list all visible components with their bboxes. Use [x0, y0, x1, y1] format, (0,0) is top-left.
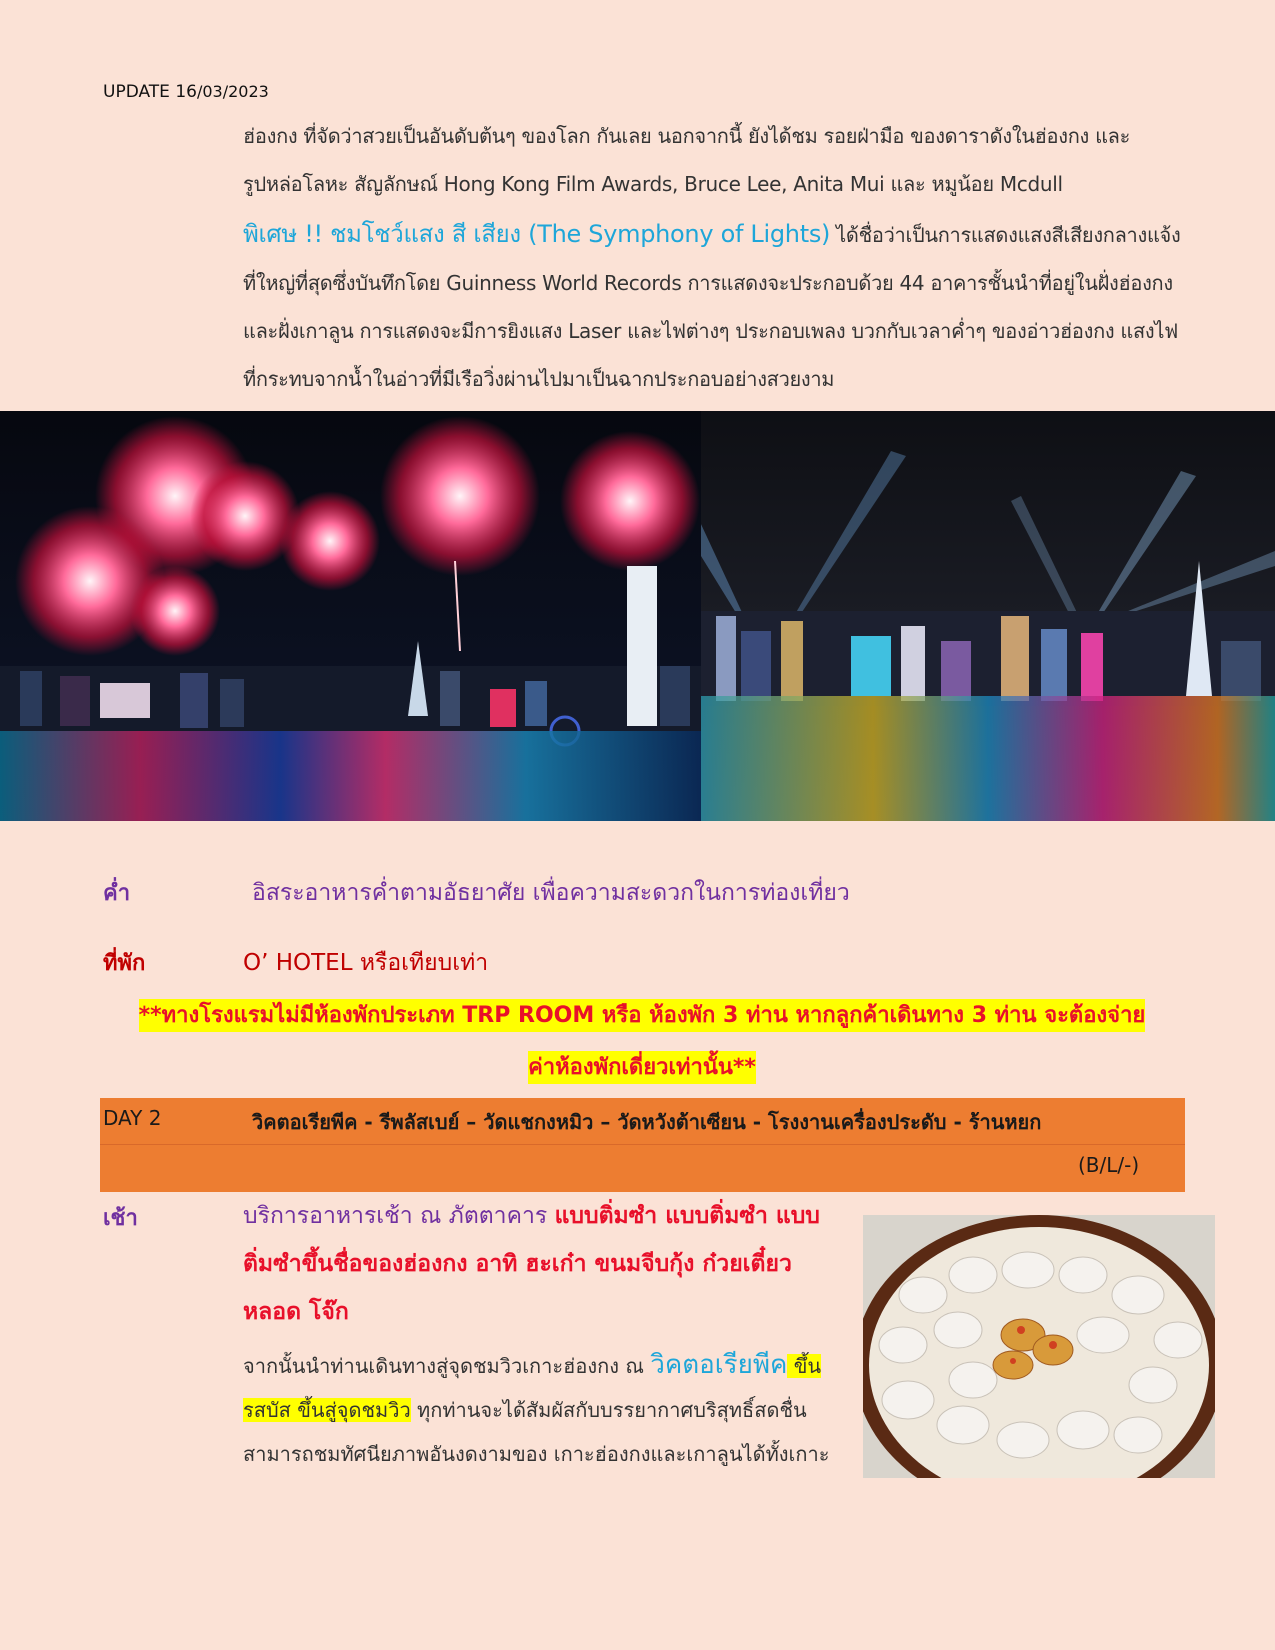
hotel-text: O’ HOTEL หรือเทียบเท่า [243, 950, 489, 976]
day-2-meals: (B/L/-) [1078, 1153, 1140, 1177]
update-label: UPDATE 16 [103, 82, 197, 102]
room-notice-line-2: ค่าห้องพักเดี่ยวเท่านั้น** [528, 1051, 756, 1084]
symphony-highlight: พิเศษ !! ชมโชว์แสง สี เสียง (The Symphony of Lights) [243, 220, 831, 248]
intro-line-2: รูปหล่อโลหะ สัญลักษณ์ Hong Kong Film Awards, Bruce Lee, Anita Mui และ หมูน้อย Mcdull [243, 172, 1063, 196]
update-stamp [103, 82, 269, 102]
intro-line-1: ฮ่องกง ที่จัดว่าสวยเป็นอันดับต้นๆ ของโลก กันเลย นอกจากนี้ ยังได้ชม รอยฝ่ามือ ของดาราดังในฮ่องกง และ [243, 124, 1131, 148]
room-notice-line-1: **ทางโรงแรมไม่มีห้องพักประเภท TRP ROOM หรือ ห้องพัก 3 ท่าน หากลูกค้าเดินทาง 3 ท่าน จะต้องจ่าย [139, 999, 1146, 1032]
morning-label: เช้า [103, 1206, 138, 1231]
symphony-of-lights-photo [701, 411, 1275, 821]
breakfast-highlight: แบบติ่มซำ แบบติ่มซำ แบบติ่มซำขึ้นชื่อของฮ่องกง อาทิ ฮะเก๋า ขนมจีบกุ้ง ก๋วยเตี๋ยวหลอด โจ๊ก [243, 1203, 820, 1325]
intro-paragraph [243, 112, 1181, 208]
day-2-label: DAY 2 [103, 1106, 162, 1130]
peak-tram-1: ขึ้น [787, 1354, 822, 1378]
victoria-peak-name: วิคตอเรียพีค [650, 1350, 788, 1380]
breakfast-lead: บริการอาหารเช้า ณ ภัตตาคาร [243, 1203, 555, 1229]
peak-intro: จากนั้นนำท่านเดินทางสู่จุดชมวิวเกาะฮ่องกง ณ [243, 1354, 651, 1378]
dinner-text: อิสระอาหารค่ำตามอัธยาศัย เพื่อความสะดวกในการท่องเที่ยว [252, 880, 850, 906]
peak-description: ทุกท่านจะได้สัมผัสกับบรรยากาศบริสุทธิ์สดชื่น สามารถชมทัศนียภาพอันงดงามของ เกาะฮ่องกงและเกาลูนได้ทั้งเกาะ [243, 1398, 830, 1466]
dinner-label: ค่ำ [103, 881, 131, 906]
dim-sum-photo [863, 1215, 1215, 1478]
hotel-label: ที่พัก [103, 951, 146, 976]
day-band-divider [100, 1144, 1185, 1145]
symphony-paragraph [243, 210, 1181, 403]
peak-tram-2: รสบัส ขึ้นสู่จุดชมวิว [243, 1398, 411, 1422]
day-2-route: วิคตอเรียพีค - รีพลัสเบย์ – วัดแชกงหมิว – วัดหวังต้าเซียน - โรงงานเครื่องประดับ - ร้านหยก [252, 1110, 1042, 1134]
victoria-peak-paragraph [243, 1343, 843, 1476]
room-notice [103, 990, 1181, 1094]
breakfast-text [243, 1192, 843, 1336]
update-date: /03/2023 [196, 82, 269, 101]
fireworks-photo [0, 411, 701, 821]
symphony-text: ได้ชื่อว่าเป็นการแสดงแสงสีเสียงกลางแจ้งที่ใหญ่ที่สุดซึ่งบันทึกโดย Guinness World Records การแสดงจะประกอบด้วย 44 อาคารชั้นนำที่อยู่ในฝั่งฮ่องกง และฝั่งเกาลูน การแสดงจะมีการยิงแสง Laser และไฟต่างๆ ประกอบเพลง บวกกับเวลาค่ำๆ ของอ่าวฮ่องกง แสงไฟที่กระทบจากน้ำในอ่าวที่มีเรือวิ่งผ่านไปมาเป็นฉากประกอบอย่างสวยงาม [243, 223, 1181, 391]
